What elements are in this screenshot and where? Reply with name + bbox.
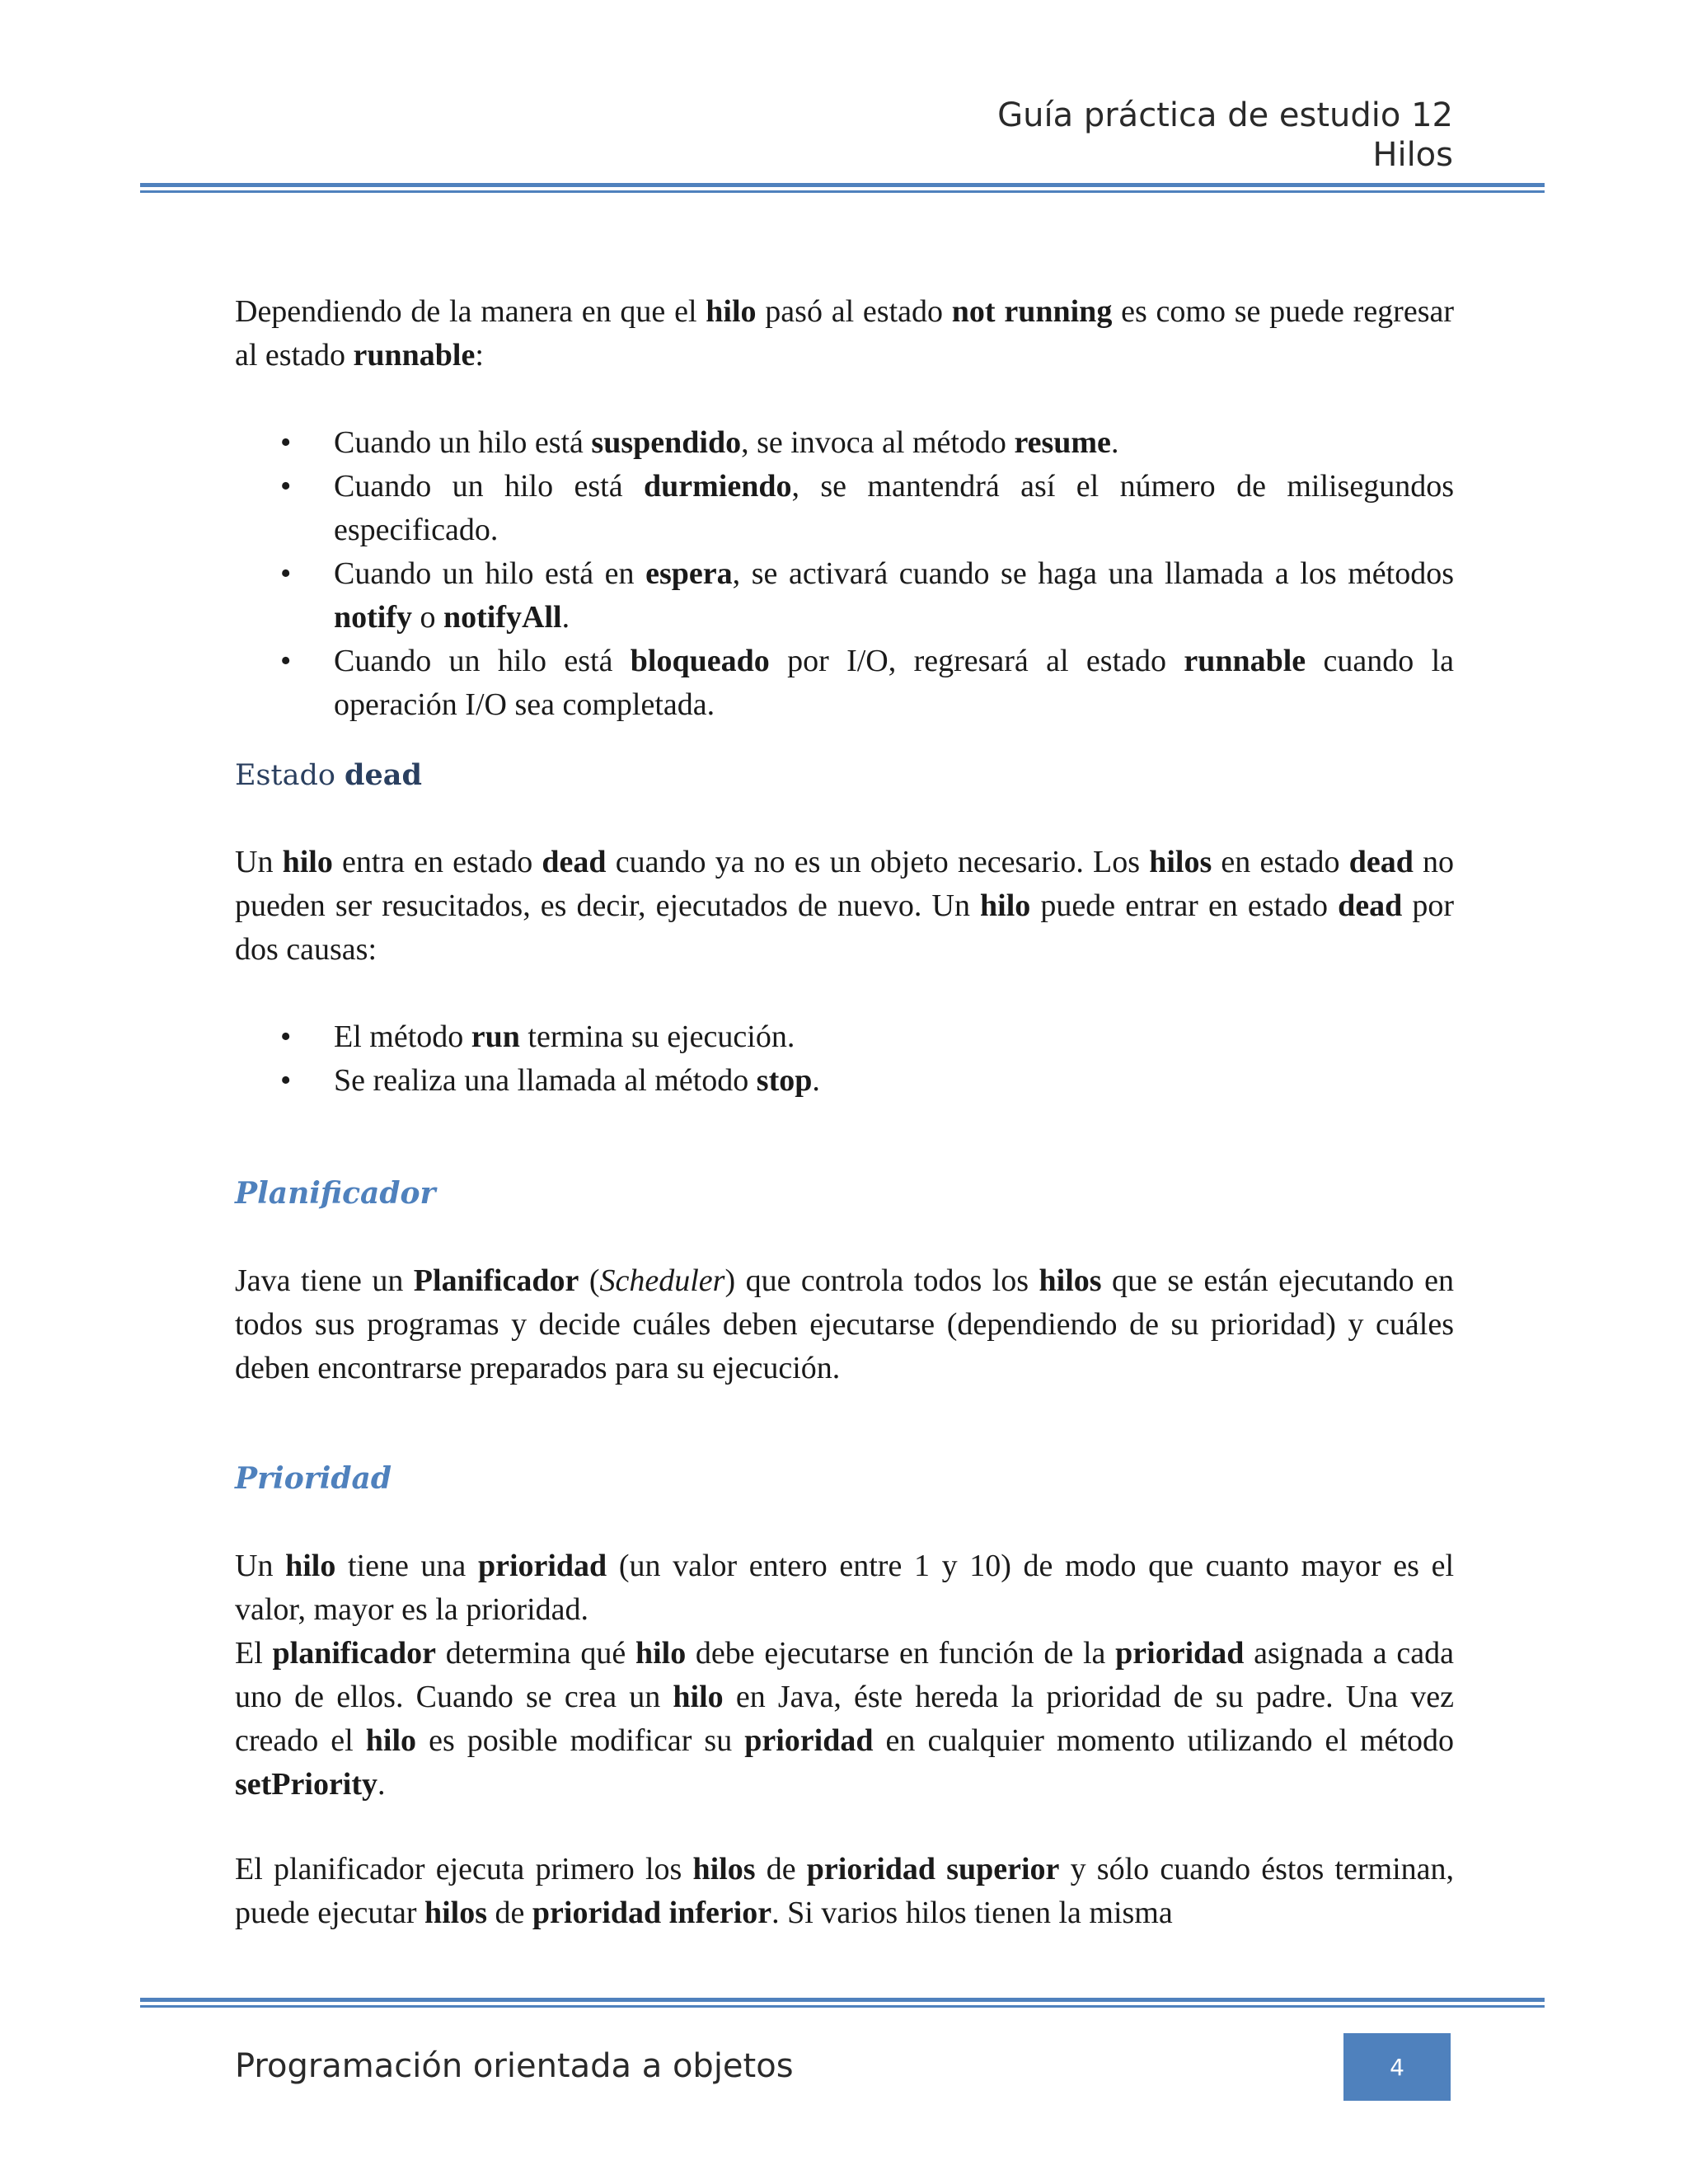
list-item: • Se realiza una llamada al método stop. (235, 1059, 1454, 1103)
header-rule (140, 183, 1545, 193)
list-item: • Cuando un hilo está suspendido, se invoca al método resume. (235, 421, 1454, 465)
list-dead-causes (235, 1015, 1454, 1103)
paragraph-priority: Un hilo tiene una prioridad (un valor entero entre 1 y 10) de modo que cuanto mayor es el valor, mayor es la prioridad. El planificador determina qué hilo debe ejecutarse en función de la prioridad asignada a cada uno de ellos. Cuando se crea un hilo en Java, éste hereda la prioridad de su padre. Una vez creado el hilo es posible modificar su prioridad en cualquier momento utilizando el método setPriority. (235, 1549, 1454, 1802)
header-topic: Hilos (1372, 136, 1453, 174)
footer-course-title: Programación orientada a objetos (235, 2047, 794, 2085)
heading-planificador: Planificador (235, 1176, 436, 1211)
paragraph-scheduler-order: El planificador ejecuta primero los hilos de prioridad superior y sólo cuando éstos terminan, puede ejecutar hilos de prioridad inferior. Si varios hilos tienen la misma (235, 1852, 1454, 1930)
header-guide-title: Guía práctica de estudio 12 (997, 96, 1453, 134)
list-item: • El método run termina su ejecución. (235, 1015, 1454, 1059)
footer-rule (140, 1998, 1545, 2008)
heading-estado-dead: Estado dead (235, 758, 422, 792)
heading-prioridad: Prioridad (235, 1461, 392, 1496)
paragraph-dead-state: Un hilo entra en estado dead cuando ya no es un objeto necesario. Los hilos en estado dead no pueden ser resucitados, es decir, ejecutados de nuevo. Un hilo puede entrar en estado dead por dos causas: (235, 845, 1455, 967)
header-title (997, 96, 1453, 175)
page-number-badge (1343, 2033, 1451, 2101)
paragraph-scheduler: Java tiene un Planificador (Scheduler) que controla todos los hilos que se están ejecutando en todos sus programas y decide cuáles deben ejecutarse (dependiendo de su prioridad) y cuáles deben encontrarse preparados para su ejecución. (235, 1263, 1455, 1385)
list-return-conditions (235, 421, 1454, 727)
page-number: 4 (1390, 2053, 1404, 2081)
list-item: • Cuando un hilo está en espera, se activará cuando se haga una llamada a los métodos notify o notifyAll. (235, 552, 1454, 640)
paragraph-states-return: Dependiendo de la manera en que el hilo pasó al estado not running es como se puede regresar al estado runnable: (235, 294, 1455, 373)
list-item: • Cuando un hilo está durmiendo, se mantendrá así el número de milisegundos especificado. (235, 465, 1454, 552)
list-item: • Cuando un hilo está bloqueado por I/O, regresará al estado runnable cuando la operación I/O sea completada. (235, 640, 1454, 727)
